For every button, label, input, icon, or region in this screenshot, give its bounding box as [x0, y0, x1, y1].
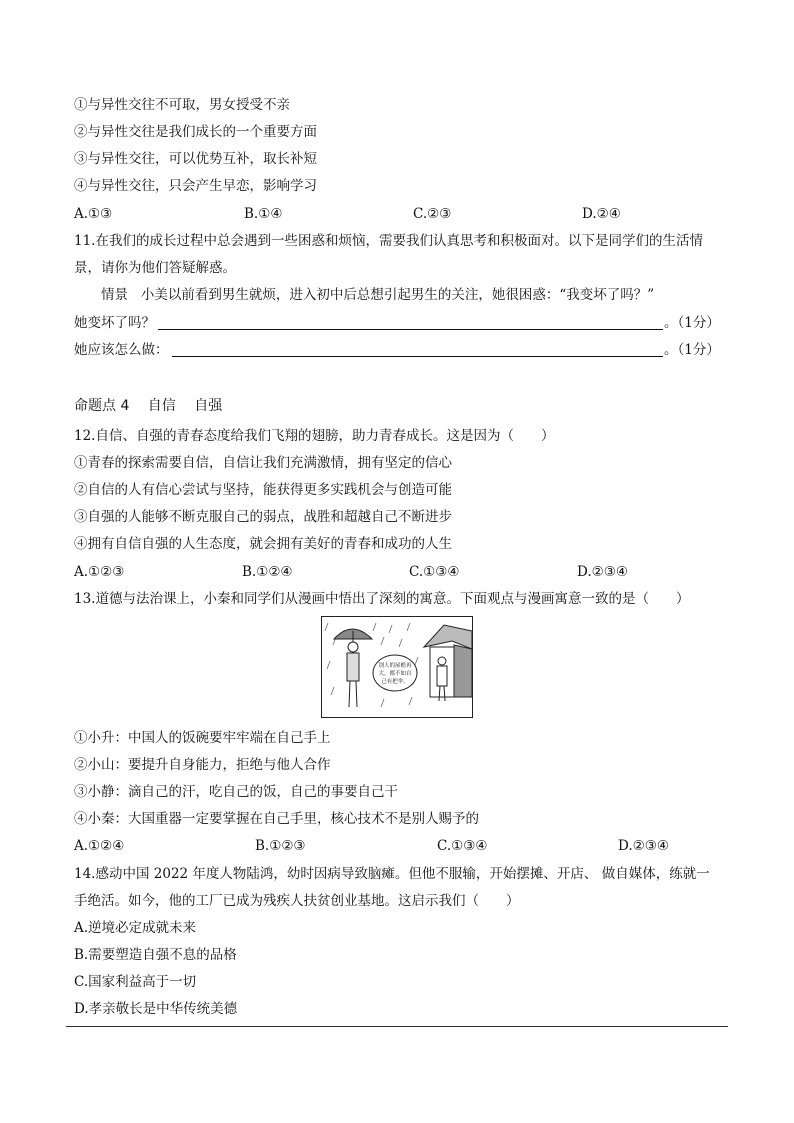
bubble-line-1: 别人的屋檐再	[378, 663, 412, 669]
q10-statement-2: ②与异性交往是我们成长的一个重要方面	[74, 124, 317, 140]
q13-statement-4: ④小秦：大国重器一定要掌握在自己手里，核心技术不是别人赐予的	[74, 811, 479, 827]
comic-illustration	[321, 616, 473, 718]
q14-option-b[interactable]: B.需要塑造自强不息的品格	[74, 947, 237, 963]
q12-statement-2: ②自信的人有信心尝试与坚持，能获得更多实践机会与创造可能	[74, 482, 452, 498]
q10-statement-3: ③与异性交往，可以优势互补，取长补短	[74, 151, 317, 167]
q11-answer2-field[interactable]	[172, 342, 663, 357]
q13-option-d[interactable]: D.②③④	[618, 838, 669, 854]
bubble-line-2: 大，都不如自	[378, 671, 412, 677]
q12-option-c[interactable]: C.①③④	[409, 564, 460, 580]
q11-ask2-score: 。（1分）	[664, 342, 720, 358]
q11-ask2: 她应该怎么做：	[74, 342, 169, 358]
q10-statement-4: ④与异性交往，只会产生早恋，影响学习	[74, 178, 317, 194]
q11-ask1: 她变坏了吗？	[74, 315, 155, 331]
comic-drawing	[322, 617, 472, 717]
q10-statement-1: ①与异性交往不可取，男女授受不亲	[74, 97, 290, 113]
q11-stem-line1: 11.在我们的成长过程中总会遇到一些困惑和烦恼，需要我们认真思考和积极面对。以下是同学们的生活情	[74, 233, 703, 249]
q13-statement-3: ③小静：滴自己的汗，吃自己的饭，自己的事要自己干	[74, 784, 398, 800]
q11-scene	[101, 285, 654, 305]
q13-statement-1: ①小升：中国人的饭碗要牢牢端在自己手上	[74, 730, 331, 746]
q12-stem: 12.自信、自强的青春态度给我们飞翔的翅膀，助力青春成长。这是因为（ ）	[74, 428, 555, 444]
q13-statement-2: ②小山：要提升自身能力，拒绝与他人合作	[74, 757, 331, 773]
bottom-rule	[66, 1026, 728, 1027]
q14-option-c[interactable]: C.国家利益高于一切	[74, 974, 197, 990]
section-title: 命题点 4 自信 自强	[74, 398, 223, 414]
q10-option-d[interactable]: D.②④	[582, 206, 621, 222]
q13-option-c[interactable]: C.①③④	[437, 838, 488, 854]
q11-scene-label: 情景	[101, 287, 128, 303]
q14-stem-line1: 14.感动中国 2022 年度人物陆鸿，幼时因病导致脑瘫。但他不服输，开始摆摊、开店、 做自媒体，练就一	[74, 866, 710, 882]
q11-scene-text: 小美以前看到男生就烦，进入初中后总想引起男生的关注，她很困惑：“我变坏了吗？”	[140, 287, 655, 303]
q12-option-a[interactable]: A.①②③	[74, 564, 125, 580]
person-with-umbrella-icon	[347, 642, 359, 707]
q12-statement-3: ③自强的人能够不断克服自己的弱点，战胜和超越自己不断进步	[74, 509, 452, 525]
q12-statement-1: ①青春的探索需要自信，自信让我们充满激情，拥有坚定的信心	[74, 455, 452, 471]
q10-option-c[interactable]: C.②③	[413, 206, 452, 222]
q12-option-d[interactable]: D.②③④	[577, 564, 628, 580]
q11-ask1-score: 。（1分）	[664, 315, 720, 331]
q10-option-b[interactable]: B.①④	[244, 206, 283, 222]
q14-option-d[interactable]: D.孝亲敬长是中华传统美德	[74, 1001, 238, 1017]
house-icon	[424, 625, 472, 697]
q10-option-a[interactable]: A.①③	[74, 206, 113, 222]
q14-stem-line2: 手绝活。如今，他的工厂已成为残疾人扶贫创业基地。这启示我们（ ）	[74, 893, 520, 909]
q12-statement-4: ④拥有自信自强的人生态度，就会拥有美好的青春和成功的人生	[74, 536, 452, 552]
q12-option-b[interactable]: B.①②④	[242, 564, 293, 580]
q14-option-a[interactable]: A.逆境必定成就未来	[74, 920, 197, 936]
q13-option-a[interactable]: A.①②④	[74, 838, 125, 854]
q13-option-b[interactable]: B.①②③	[255, 838, 306, 854]
q11-stem-line2: 景，请你为他们答疑解惑。	[74, 260, 236, 276]
bubble-line-3: 己有把伞。	[381, 679, 409, 685]
q13-stem: 13.道德与法治课上，小秦和同学们从漫画中悟出了深刻的寓意。下面观点与漫画寓意一致的是（ ）	[74, 591, 690, 607]
q11-answer1-field[interactable]	[158, 315, 663, 330]
